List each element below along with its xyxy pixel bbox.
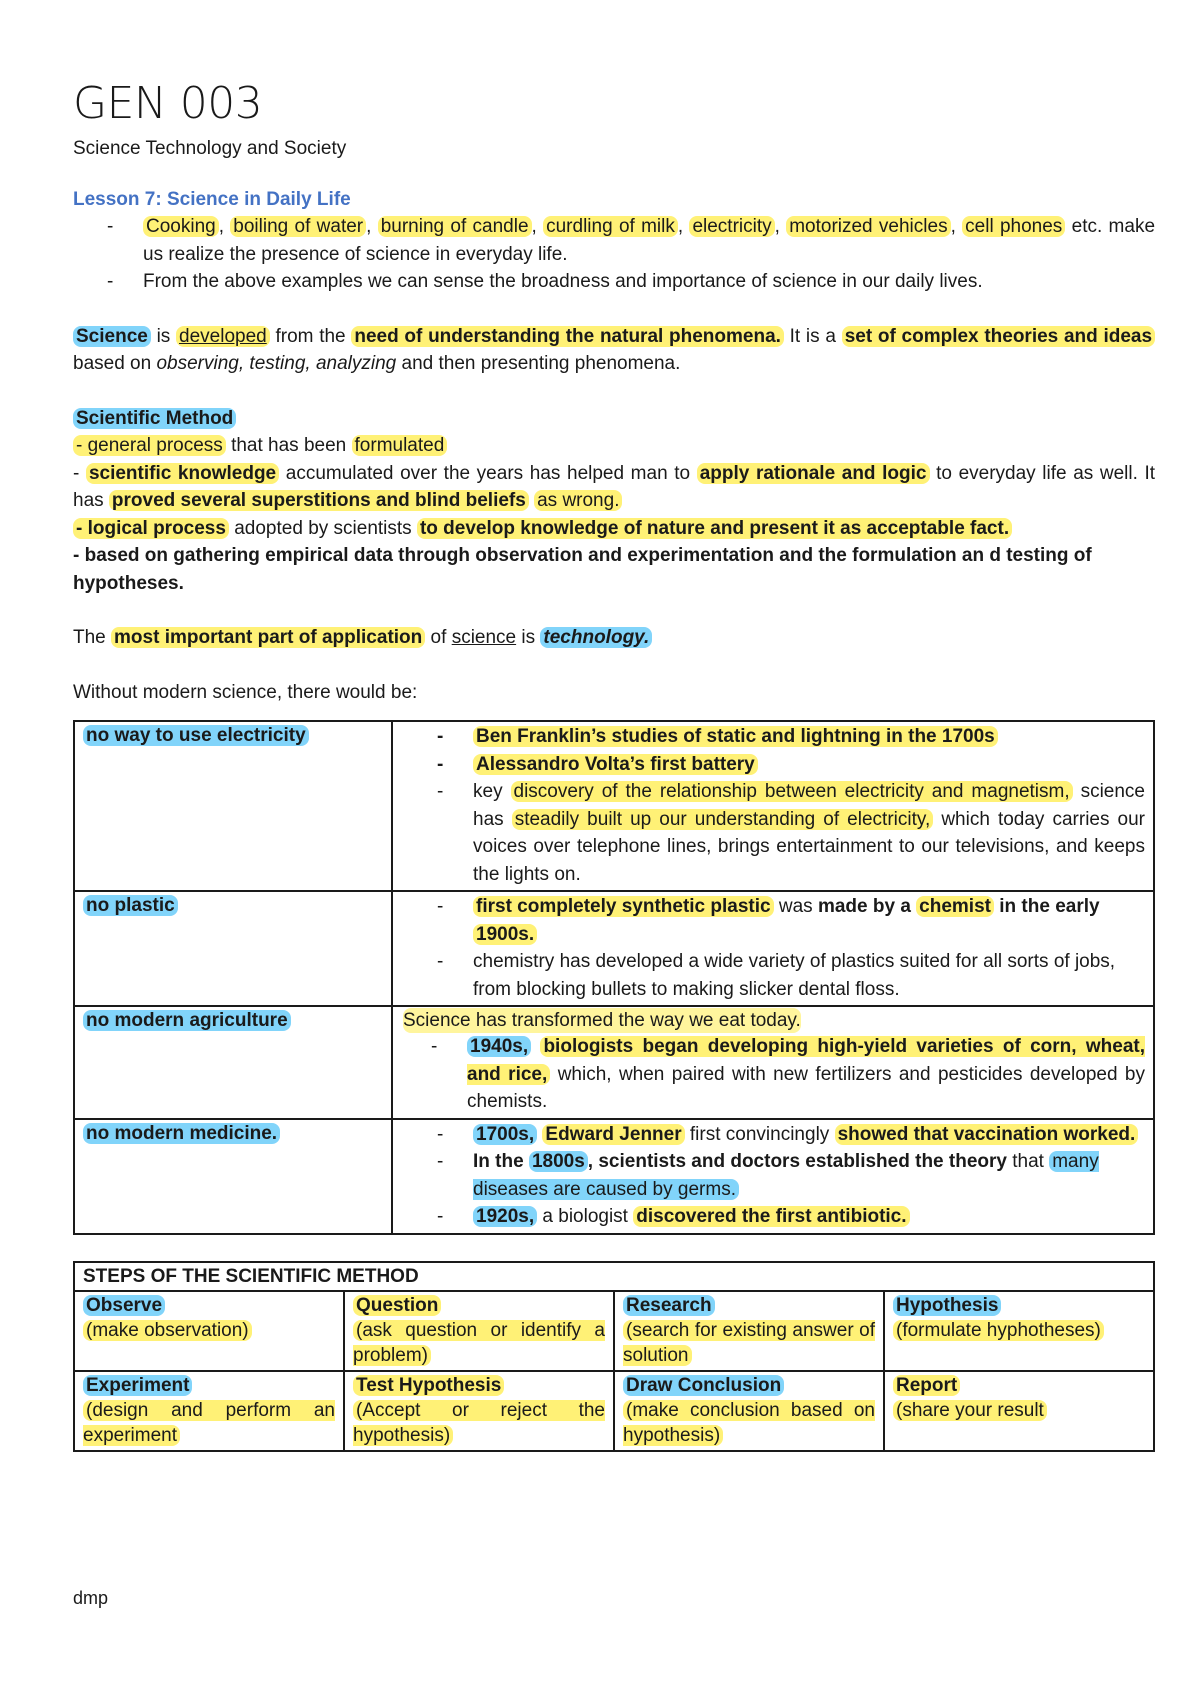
step-cell: Test Hypothesis (Accept or reject the hypothesis) <box>344 1371 614 1451</box>
method-line-2: - scientific knowledge accumulated over the years has helped man to apply rationale and logic to everyday life as well. It has proved several superstitions and blind beliefs as wrong. <box>73 462 1156 511</box>
table-row <box>74 1291 1154 1371</box>
step-cell: Observe (make observation) <box>74 1291 344 1371</box>
table-row <box>74 1119 1154 1234</box>
list-item: - Alessandro Volta’s first battery <box>473 751 1145 779</box>
step-cell: Experiment (design and perform an experiment <box>74 1371 344 1451</box>
row-label: no modern agriculture <box>83 1010 291 1031</box>
without-science-table <box>73 720 1155 1235</box>
method-line-3: - logical process adopted by scientists to develop knowledge of nature and present it as acceptable fact. <box>73 515 1155 543</box>
lesson-heading: Lesson 7: Science in Daily Life <box>73 189 351 210</box>
list-item: - In the 1800s , scientists and doctors established the theory that many diseases are caused by germs. <box>473 1148 1145 1203</box>
table-row <box>74 721 1154 891</box>
method-line-4: - based on gathering empirical data through observation and experimentation and the formulation an d testing of hypotheses. <box>73 545 1092 594</box>
method-heading: Scientific Method <box>73 405 1155 433</box>
step-cell: Research (search for existing answer of solution <box>614 1291 884 1371</box>
steps-table <box>73 1261 1155 1452</box>
step-cell: Draw Conclusion (make conclusion based on hypothesis) <box>614 1371 884 1451</box>
row-label: no modern medicine. <box>83 1123 280 1144</box>
list-item: - 1940s, biologists began developing high-yield varieties of corn, wheat, and rice, which, when paired with new fertilizers and pesticides developed by chemists. <box>467 1033 1145 1116</box>
step-cell: Hypothesis (formulate hyphotheses) <box>884 1291 1154 1371</box>
table-row <box>74 891 1154 1006</box>
list-item: - first completely synthetic plastic was made by a chemist in the early 1900s. <box>473 893 1145 948</box>
list-item: - 1920s, a biologist discovered the first antibiotic. <box>473 1203 1145 1231</box>
footer-initials: dmp <box>73 1588 109 1608</box>
application-line: The most important part of application of science is technology. <box>73 624 1155 652</box>
list-item: - key discovery of the relationship between electricity and magnetism, science has steadily built up our understanding of electricity, which today carries our voices over telephone lines, brings entertainment to our televisions, and keeps the lights on. <box>473 778 1145 888</box>
step-cell: Question (ask question or identify a problem) <box>344 1291 614 1371</box>
table-row: no modern agriculture Science has transformed the way we eat today. - 1940s, biologists began developing high-yield varieties of corn, wheat, and rice, which, when paired with new fertilizers and pesticides developed by chemists. <box>74 1006 1154 1119</box>
course-title: GEN 003 <box>73 78 263 129</box>
row-label: no way to use electricity <box>83 725 309 746</box>
list-item: - Ben Franklin’s studies of static and lightning in the 1700s <box>473 723 1145 751</box>
step-cell: Report (share your result <box>884 1371 1154 1451</box>
list-item: - Cooking , boiling of water , burning of candle , curdling of milk , electricity , motorized vehicles , cell phones etc. make us realize the presence of science in everyday life. <box>143 213 1155 268</box>
list-item: - 1700s, Edward Jenner first convincingly showed that vaccination worked. <box>473 1121 1145 1149</box>
course-subtitle: Science Technology and Society <box>73 138 347 159</box>
document-page <box>73 80 1155 1452</box>
steps-table-heading: STEPS OF THE SCIENTIFIC METHOD <box>74 1262 1154 1291</box>
method-line-1: - general process that has been formulated <box>73 432 1155 460</box>
without-intro: Without modern science, there would be: <box>73 681 418 703</box>
list-item: - chemistry has developed a wide variety of plastics suited for all sorts of jobs, from blocking bullets to making slicker dental floss. <box>473 948 1145 1003</box>
row-label: no plastic <box>83 895 178 916</box>
table-row <box>74 1371 1154 1451</box>
science-definition: Science is developed from the need of understanding the natural phenomena. It is a set of complex theories and ideas based on observing, testing, analyzing and then presenting phenomena. <box>73 323 1155 378</box>
intro-list <box>73 213 1155 296</box>
list-item: - From the above examples we can sense the broadness and importance of science in our daily lives. <box>143 268 1155 296</box>
